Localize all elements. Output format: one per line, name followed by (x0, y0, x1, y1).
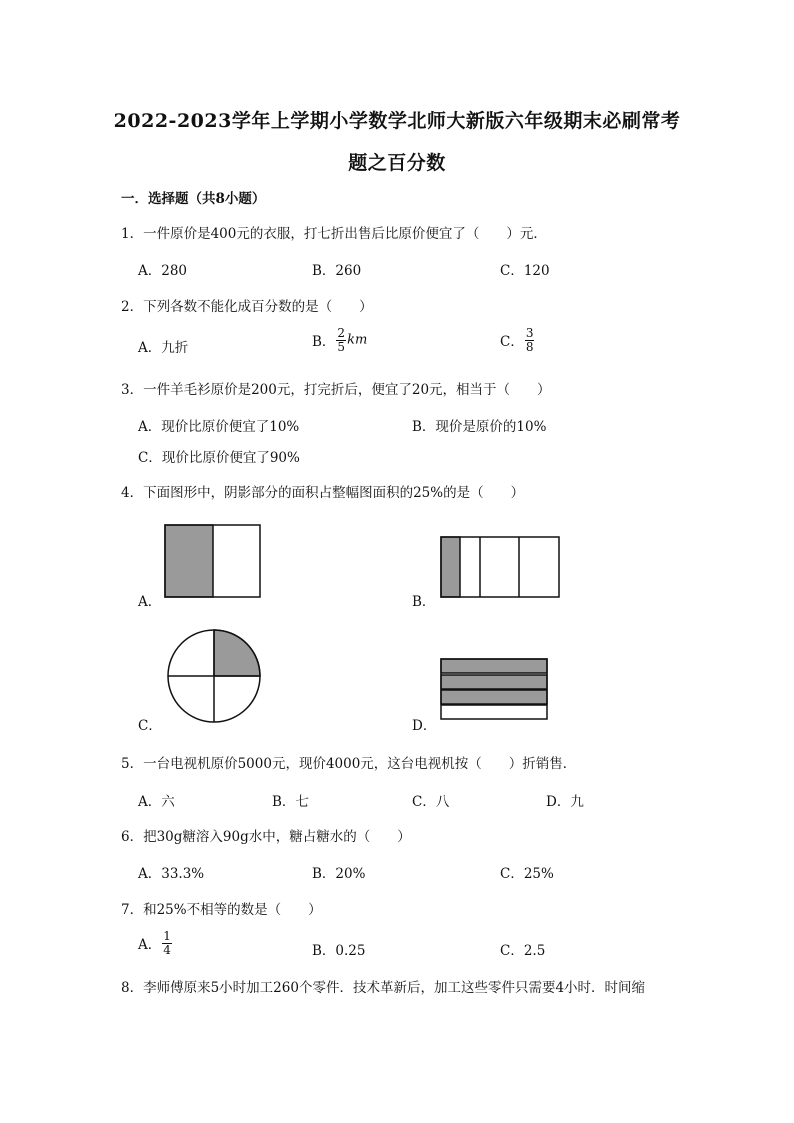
question-6: 6．把30g糖溶入90g水中，糖占糖水的（ ） (121, 829, 411, 845)
q3-option-c: C．现价比原价便宜了90% (138, 450, 300, 466)
shaded-strip (441, 537, 460, 597)
fraction-numerator: 3 (525, 326, 534, 340)
shaded-band (441, 675, 547, 689)
fraction-numerator: 1 (163, 929, 171, 943)
q7-option-a (138, 930, 173, 956)
q4-option-a-label: A． (138, 594, 162, 610)
doc-title-line2: 题之百分数 (348, 152, 446, 174)
q1-option-a: A．280 (138, 263, 188, 279)
q6-option-a: A．33.3% (138, 866, 205, 882)
q4-figure-c (165, 627, 263, 725)
shaded-band (441, 690, 547, 704)
q2-option-b (312, 327, 367, 353)
q7-option-c: C．2.5 (500, 943, 546, 959)
q4-option-b-label: B． (412, 594, 436, 610)
question-4: 4．下面图形中，阴影部分的面积占整幅图面积的25%的是（ ） (121, 485, 525, 501)
shaded-band (441, 659, 547, 673)
q4-figure-d (439, 657, 551, 721)
question-2: 2．下列各数不能化成百分数的是（ ） (121, 299, 373, 315)
unit-km: km (347, 332, 368, 348)
question-3: 3．一件羊毛衫原价是200元，打完折后，便宜了20元，相当于（ ） (121, 382, 551, 398)
fraction-denominator: 8 (525, 339, 534, 354)
section-heading: 一．选择题（共8小题） (121, 191, 266, 207)
q2-option-c-fraction (525, 327, 535, 353)
q4-figure-a (163, 523, 263, 599)
question-7: 7．和25%不相等的数是（ ） (121, 902, 322, 918)
q2-option-b-fraction (336, 327, 346, 353)
shaded-half (165, 525, 213, 597)
doc-title-line1: 2022-2023学年上学期小学数学北师大新版六年级期末必刷常考 (113, 110, 681, 132)
q4-option-c-label: C． (138, 718, 162, 734)
q5-option-c: C．八 (412, 794, 450, 810)
q3-option-a: A．现价比原价便宜了10% (138, 419, 300, 435)
question-5: 5．一台电视机原价5000元，现价4000元，这台电视机按（ ）折销售． (121, 756, 577, 772)
q2-option-c (500, 327, 535, 353)
q1-option-b: B．260 (312, 263, 362, 279)
q5-option-a: A．六 (138, 794, 175, 810)
q4-option-d-label: D． (412, 718, 437, 734)
q2-option-c-label: C． (500, 334, 524, 351)
question-8: 8．李师傅原来5小时加工260个零件．技术革新后，加工这些零件只需要4小时．时间缩 (121, 980, 646, 996)
q2-option-b-label: B． (312, 334, 336, 351)
q5-option-b: B．七 (272, 794, 309, 810)
q3-option-b: B．现价是原价的10% (412, 419, 547, 435)
q6-option-b: B．20% (312, 866, 366, 882)
q2-option-a: A．九折 (138, 340, 189, 356)
q5-option-d: D．九 (546, 794, 584, 810)
q7-option-a-label: A． (138, 937, 162, 954)
fraction-denominator: 5 (337, 339, 346, 354)
q7-option-a-fraction (162, 930, 172, 956)
q1-option-c: C．120 (500, 263, 550, 279)
q7-option-b: B．0.25 (312, 943, 366, 959)
fraction-denominator: 4 (163, 942, 171, 957)
q6-option-c: C．25% (500, 866, 554, 882)
q4-figure-b (439, 535, 563, 599)
fraction-numerator: 2 (337, 326, 346, 340)
question-1: 1．一件原价是400元的衣服，打七折出售后比原价便宜了（ ）元． (121, 226, 547, 242)
